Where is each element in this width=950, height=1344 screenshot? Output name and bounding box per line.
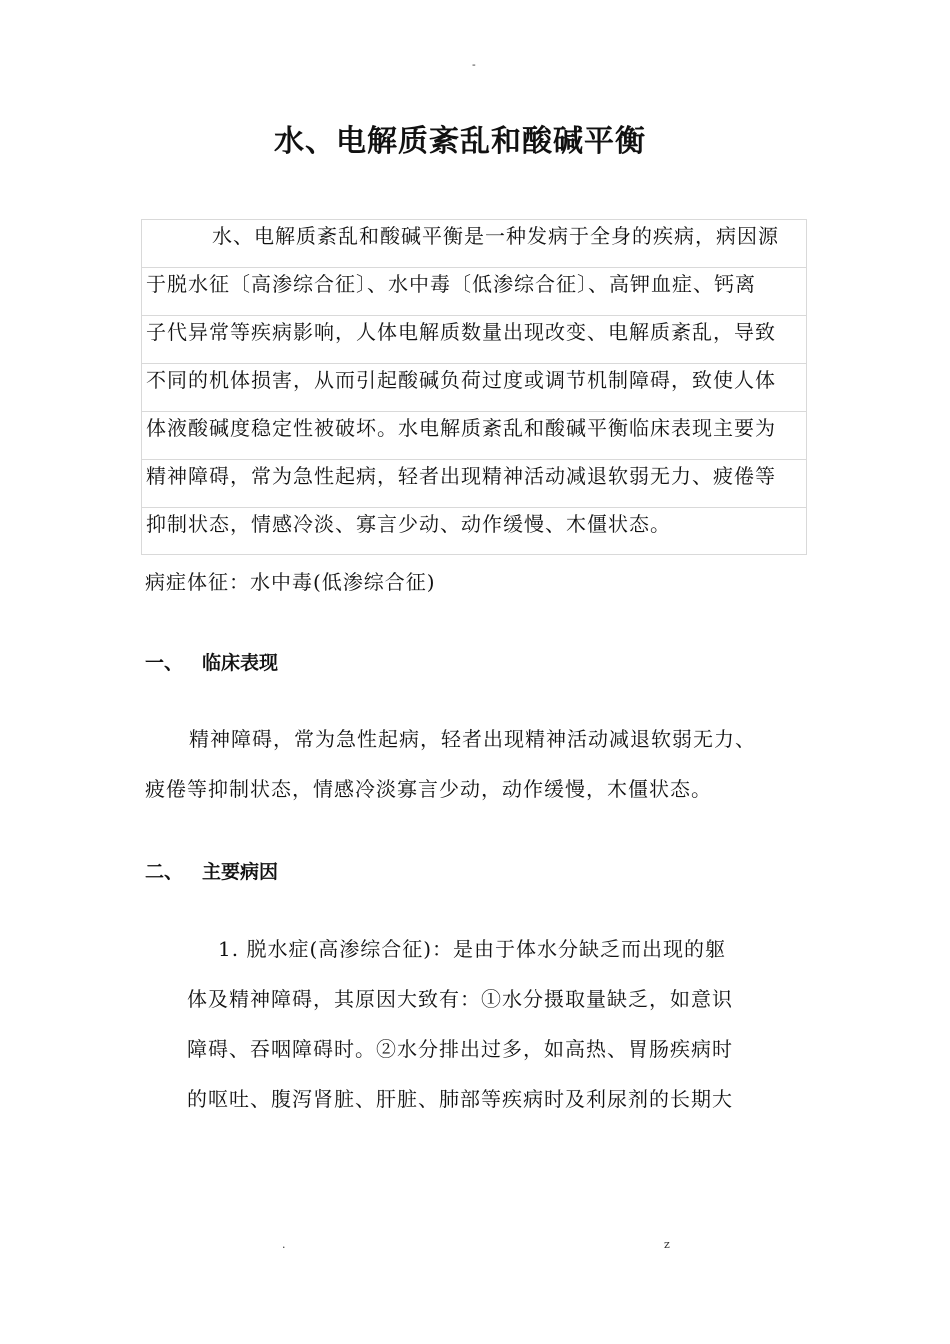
section-heading-causes [145, 857, 278, 884]
paragraph-line: 体及精神障碍，其原因大致有：①水分摄取量缺乏，如意识 [187, 987, 733, 1011]
intro-line: 于脱水征〔高渗综合征〕、水中毒〔低渗综合征〕、高钾血症、钙离 [141, 267, 807, 315]
paragraph-line: 的呕吐、腹泻肾脏、肝脏、肺部等疾病时及利尿剂的长期大 [187, 1087, 733, 1111]
intro-line: 精神障碍，常为急性起病，轻者出现精神活动减退软弱无力、疲倦等 [141, 459, 807, 507]
section-heading-clinical [145, 648, 278, 675]
intro-text-box [141, 219, 807, 555]
footer-mark-right: z [664, 1238, 670, 1251]
paragraph-line: 1. 脱水症(高渗综合征)：是由于体水分缺乏而出现的躯 [218, 937, 727, 961]
intro-line: 抑制状态，情感冷淡、寡言少动、动作缓慢、木僵状态。 [141, 507, 807, 555]
paragraph-line: 障碍、吞咽障碍时。②水分排出过多，如高热、胃肠疾病时 [187, 1037, 733, 1061]
intro-line: 水、电解质紊乱和酸碱平衡是一种发病于全身的疾病，病因源 [141, 219, 807, 267]
symptom-line: 病症体征：水中毒(低渗综合征) [145, 570, 436, 594]
paragraph-line: 疲倦等抑制状态，情感冷淡寡言少动，动作缓慢，木僵状态。 [145, 777, 712, 801]
intro-line: 体液酸碱度稳定性被破坏。水电解质紊乱和酸碱平衡临床表现主要为 [141, 411, 807, 459]
section-title: 临床表现 [202, 652, 279, 674]
header-mark: - [472, 58, 476, 71]
section-number: 一、 [145, 652, 184, 674]
footer-mark-left: . [282, 1238, 286, 1251]
section-number: 二、 [145, 861, 184, 883]
paragraph-line: 精神障碍，常为急性起病，轻者出现精神活动减退软弱无力、 [189, 727, 756, 751]
section-title: 主要病因 [202, 861, 279, 883]
intro-line: 子代异常等疾病影响，人体电解质数量出现改变、电解质紊乱，导致 [141, 315, 807, 363]
document-title: 水、电解质紊乱和酸碱平衡 [274, 124, 646, 159]
intro-line: 不同的机体损害，从而引起酸碱负荷过度或调节机制障碍，致使人体 [141, 363, 807, 411]
